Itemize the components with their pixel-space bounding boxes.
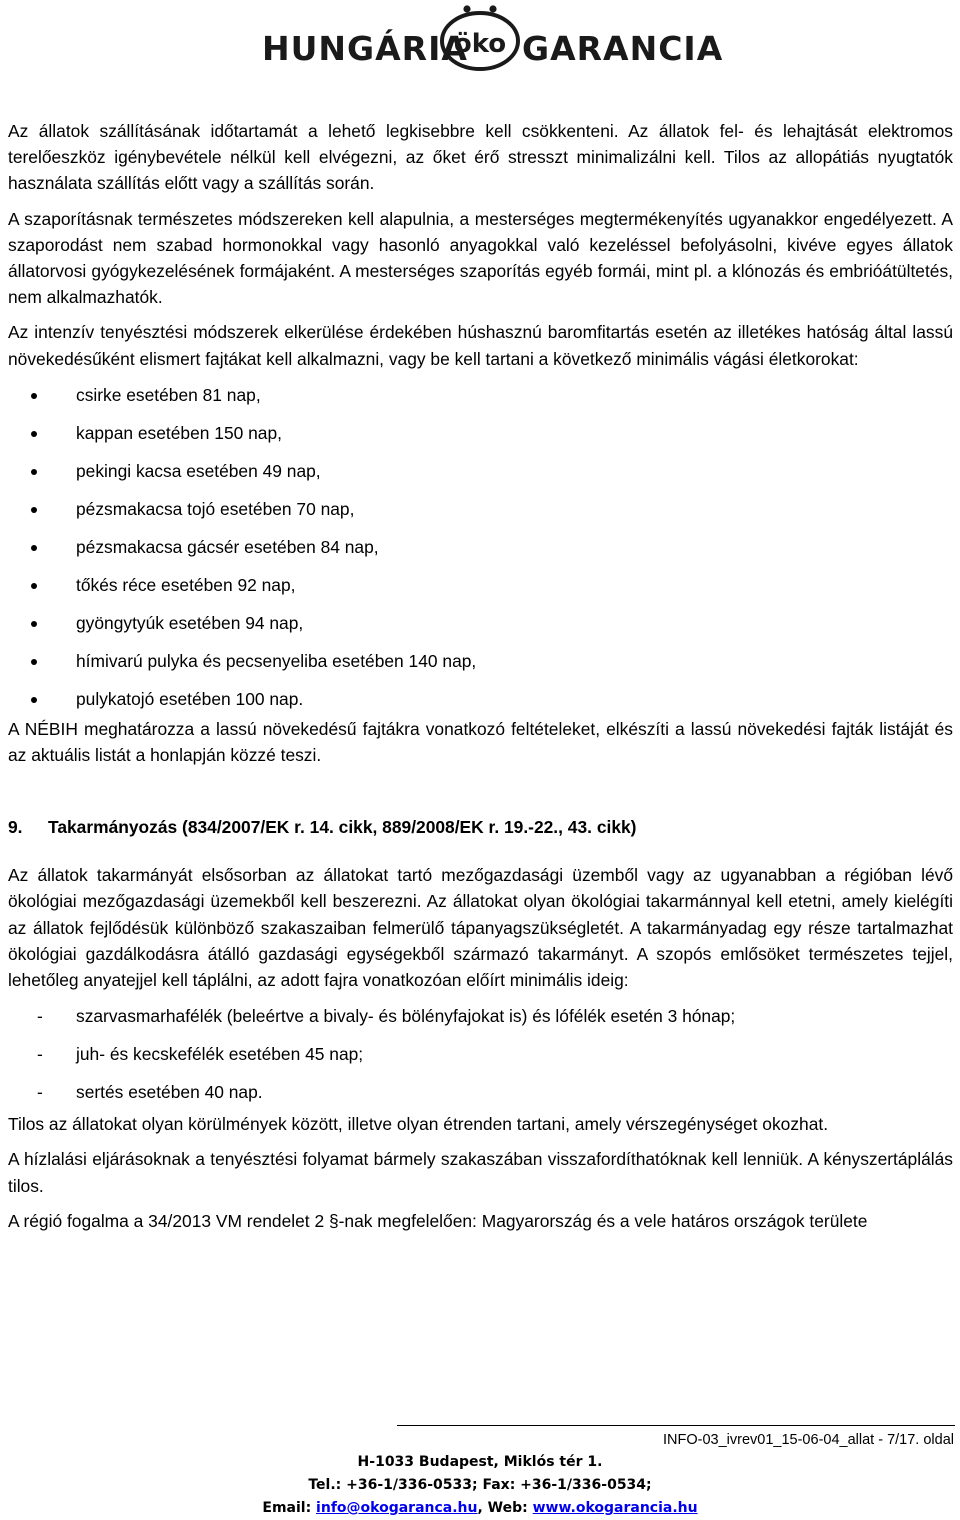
bullet-icon	[31, 621, 37, 627]
paragraph-nebih: A NÉBIH meghatározza a lassú növekedésű fajtákra vonatkozó feltételeket, elkészíti a lassú növekedési fajták listáját és az aktuális listát a honlapján közzé teszi.	[8, 718, 953, 766]
footer-divider	[397, 1425, 955, 1426]
web-label: , Web:	[477, 1500, 528, 1516]
footer-contact	[0, 1500, 960, 1516]
bullet-icon	[31, 469, 37, 475]
logo-text-right: GARANCIA	[522, 29, 724, 68]
bullet-icon	[31, 697, 37, 703]
bullet-icon	[31, 583, 37, 589]
email-link[interactable]: info@okogaranca.hu	[316, 1500, 478, 1516]
footer-address: H-1033 Budapest, Miklós tér 1.	[357, 1454, 603, 1470]
dash-marker: -	[37, 1044, 43, 1065]
dash-marker: -	[37, 1006, 43, 1027]
list-item: pézsmakacsa tojó esetében 70 nap,	[8, 496, 953, 534]
logo-text-left: HUNGÁRIA	[262, 29, 468, 68]
section-number: 9.	[8, 817, 23, 838]
slaughter-age-list	[8, 382, 953, 716]
web-link[interactable]: www.okogarancia.hu	[532, 1500, 698, 1516]
bullet-icon	[31, 545, 37, 551]
email-label: Email:	[262, 1500, 312, 1516]
section-heading	[8, 814, 953, 840]
list-item: pézsmakacsa gácsér esetében 84 nap,	[8, 534, 953, 572]
list-item: - juh- és kecskefélék esetében 45 nap;	[8, 1041, 953, 1079]
list-item: - sertés esetében 40 nap.	[8, 1079, 953, 1111]
list-item: gyöngytyúk esetében 94 nap,	[8, 610, 953, 648]
dash-marker: -	[37, 1082, 43, 1103]
paragraph-anemia: Tilos az állatokat olyan körülmények között, illetve olyan étrenden tartani, amely vérszegénységet okozhat.	[8, 1114, 829, 1135]
paragraph-feed: Az állatok takarmányát elsősorban az állatokat tartó mezőgazdasági üzemből vagy az ugyanabban a régióban lévő ökológiai mezőgazdasági üzemekből kell beszerezni. Az állatokat olyan ökológiai takarmánnyal kell etetni, amely kielégíti az állatok fejlődésük különböző szakaszaiban felmerülő tápanyagszükségletét. A takarmányadag egy része tartalmazhat ökológiai gazdálkodásra átálló gazdasági egységekből származó takarmányt. A szopós emlősöket természetes tejjel, lehetőleg anyatejjel kell táplálni, az adott fajra vonatkozóan előírt minimális ideig:	[8, 865, 953, 991]
bullet-icon	[31, 659, 37, 665]
list-item: pulykatojó esetében 100 nap.	[8, 686, 953, 716]
paragraph-transport: Az állatok szállításának időtartamát a lehető legkisebbre kell csökkenteni. Az állatok fel- és lehajtását elektromos terelőeszköz igénybevétele nélkül kell elvégezni, az őket érő stresszt minimalizálni kell. Tilos az allopátiás nyugtatók használata szállítás előtt vagy a szállítás során.	[8, 121, 953, 194]
footer-phone: Tel.: +36-1/336-0533; Fax: +36-1/336-0534;	[308, 1477, 652, 1493]
bullet-icon	[31, 431, 37, 437]
hungaria-okogarancia-logo	[262, 0, 724, 72]
list-item: hímivarú pulyka és pecsenyeliba esetében 140 nap,	[8, 648, 953, 686]
list-item: pekingi kacsa esetében 49 nap,	[8, 458, 953, 496]
paragraph-slaughter-age: Az intenzív tenyésztési módszerek elkerülése érdekében húshasznú baromfitartás esetén az illetékes hatóság által lassú növekedésűként elismert fajtákat kell alkalmazni, vagy be kell tartani a következő minimális vágási életkorokat:	[8, 322, 953, 369]
list-item: tőkés réce esetében 92 nap,	[8, 572, 953, 610]
paragraph-region: A régió fogalma a 34/2013 VM rendelet 2 §-nak megfelelően: Magyarország és a vele határos országok területe	[8, 1210, 868, 1231]
document-body	[8, 118, 953, 1234]
document-reference: INFO-03_ivrev01_15-06-04_allat - 7/17. oldal	[663, 1432, 954, 1448]
paragraph-breeding: A szaporításnak természetes módszereken kell alapulnia, a mesterséges megtermékenyítés ugyanakkor engedélyezett. A szaporodást nem szabad hormonokkal vagy hasonló anyagokkal való kezeléssel befolyásolni, kivéve egyes állatok állatorvosi gyógykezelésének formájaként. A mesterséges szaporítás egyéb formái, mint pl. a klónozás és embrióátültetés, nem alkalmazhatók.	[8, 208, 953, 308]
paragraph-fattening: A hízlalási eljárásoknak a tenyésztési folyamat bármely szakaszában visszafordíthatóknak kell lenniük. A kényszertáplálás tilos.	[8, 1149, 953, 1196]
logo-text-mid: öko	[453, 29, 507, 59]
bullet-icon	[31, 393, 37, 399]
list-item: kappan esetében 150 nap,	[8, 420, 953, 458]
list-item: csirke esetében 81 nap,	[8, 382, 953, 420]
section-title: Takarmányozás (834/2007/EK r. 14. cikk, 889/2008/EK r. 19.-22., 43. cikk)	[48, 817, 637, 838]
weaning-list	[8, 1003, 953, 1111]
bullet-icon	[31, 507, 37, 513]
list-item: - szarvasmarhafélék (beleértve a bivaly- és bölényfajokat is) és lófélék esetén 3 hónap;	[8, 1003, 953, 1041]
